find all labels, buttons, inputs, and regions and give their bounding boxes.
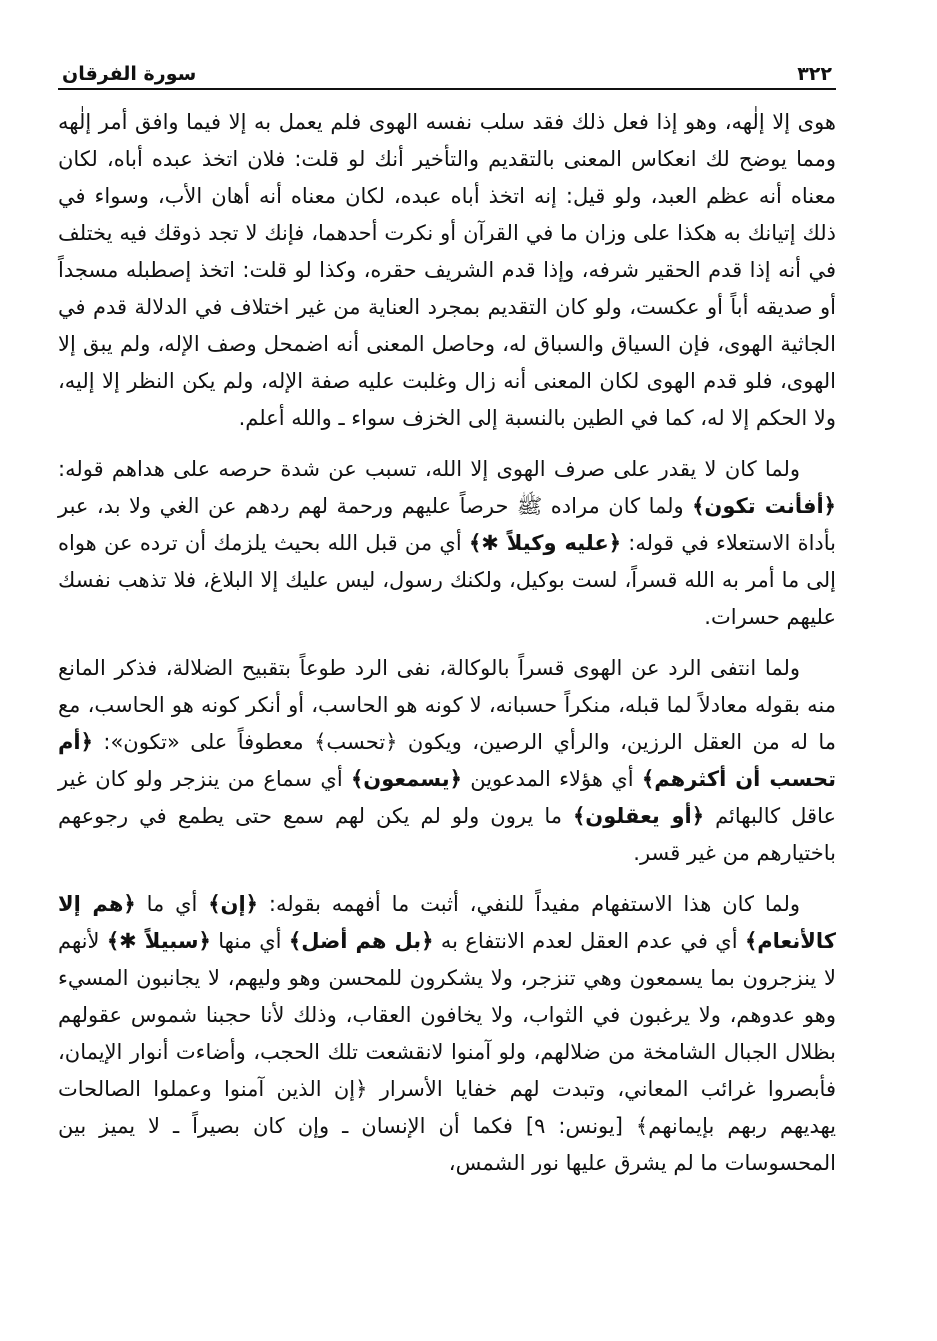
quran-quote: ﴿أفأنت تكون﴾ (692, 494, 836, 518)
paragraph (58, 886, 836, 1182)
paragraph (58, 104, 836, 437)
quran-quote: ﴿بل هم أضل﴾ (288, 929, 434, 953)
text-segment: هوى إلا إلٰهه، وهو إذا فعل ذلك فقد سلب نفسه الهوى فلم يعمل به إلا فيما وافق أمر إلٰهه ومما يوضح لك انعكاس المعنى بالتقديم والتأخير أنك لو قلت: فلان اتخذ عبده أباه، لكان معناه أنه عظم العبد، ولو قيل: إنه اتخذ أباه عبده، لكان معناه أنه أهان الأب، وسواء في ذلك إتيانك به هكذا على وزان ما في القرآن أو نكرت أحدهما، فإنك لا تجد ذوقك فيه يختلف في أنه إذا قدم الحقير شرفه، وإذا قدم الشريف حقره، وكذا لو قلت: اتخذ إصطبله مسجداً أو صديقه أباً أو عكست، ولو كان التقديم بمجرد العناية من غير اختلاف في الدلالة قدم في الجاثية الهوى، فإن السياق والسباق له، وحاصل المعنى أنه اضمحل وصف الإله، ولم يبق إلا الهوى، فلو قدم الهوى لكان المعنى أنه زال وغلبت عليه صفة الإله، ولم يكن النظر إلا إليه، ولا الحكم إلا له، كما في الطين بالنسبة إلى الخزف سواء ـ والله أعلم. (58, 110, 836, 430)
quran-quote: ﴿يسمعون﴾ (351, 767, 462, 791)
surah-title: سورة الفرقان (62, 63, 197, 85)
text-segment: أي منها (210, 929, 289, 953)
paragraph (58, 451, 836, 636)
quran-quote: ﴿عليه وكيلاً ✱﴾ (468, 531, 622, 555)
text-segment: لأنهم لا ينزجرون بما يسمعون وهي تنزجر، ولا يشكرون للمحسن وهو وليهم، لا يجانبون المسيء وهو عدوهم، ولا يرغبون في الثواب، ولا يخافون العقاب، وذلك لأنا حجبنا شموس عقولهم بظلال الجبال الشامخة من ضلالهم، ولو آمنوا لانقشعت تلك الحجب، وأضاءت أنوار الإيمان، فأبصروا غرائب المعاني، وتبدت لهم خفايا الأسرار ﴿إن الذين آمنوا وعملوا الصالحات يهديهم ربهم بإيمانهم﴾ [يونس: ٩] فكما أن الإنسان ـ وإن كان بصيراً ـ لا يميز بين المحسوسات ما لم يشرق عليها نور الشمس، (58, 929, 837, 1175)
text-segment: أي من قبل الله بحيث يلزمك أن ترده عن هواه إلى ما أمر به الله قسراً، لست بوكيل، ولكنك رسول، ليس عليك إلا البلاغ، فلا تذهب نفسك عليهم حسرات. (58, 531, 836, 629)
text-segment: ولما كان مراده ﷺ حرصاً عليهم ورحمة لهم ردهم عن الغي ولا بد، عبر بأداة الاستعلاء في قوله: (58, 494, 836, 555)
page-number: ٣٢٢ (797, 63, 832, 85)
text-segment: أي ما (135, 892, 209, 916)
body-text (58, 104, 836, 1182)
running-header (58, 52, 836, 90)
quran-quote: ﴿أم تحسب أن أكثرهم﴾ (58, 730, 836, 791)
book-page (58, 52, 836, 1196)
text-segment: أي في عدم العقل لعدم الانتفاع به (433, 929, 745, 953)
quran-quote: ﴿هم إلا كالأنعام﴾ (58, 892, 836, 953)
quran-quote: ﴿أو يعقلون﴾ (573, 804, 705, 828)
text-segment: ما يرون ولو لم يكن لهم سمع حتى يطمع في رجوعهم باختيارهم من غير قسر. (58, 804, 836, 865)
text-segment: ولما كان هذا الاستفهام مفيداً للنفي، أثبت ما أفهمه بقوله: (257, 892, 800, 916)
paragraph (58, 650, 836, 872)
quran-quote: ﴿إن﴾ (208, 892, 258, 916)
text-segment: أي هؤلاء المدعوين (461, 767, 642, 791)
quran-quote: ﴿سبيلاً ✱﴾ (106, 929, 211, 953)
text-segment: ولما انتفى الرد عن الهوى قسراً بالوكالة، نفى الرد طوعاً بتقبيح الضلالة، فذكر المانع منه بقوله معادلاً لما قبله، منكراً حسبانه، لا كونه هو الحاسب، أو أنكر كونه هو الحاسب، مع ما له من العقل الرزين، والرأي الرصين، ويكون ﴿تحسب﴾ معطوفاً على «تكون»: (58, 656, 836, 754)
text-segment: أي سماع من ينزجر ولو كان غير عاقل كالبهائم (58, 767, 836, 828)
text-segment: ولما كان لا يقدر على صرف الهوى إلا الله، تسبب عن شدة حرصه على هداهم قوله: (58, 457, 800, 481)
